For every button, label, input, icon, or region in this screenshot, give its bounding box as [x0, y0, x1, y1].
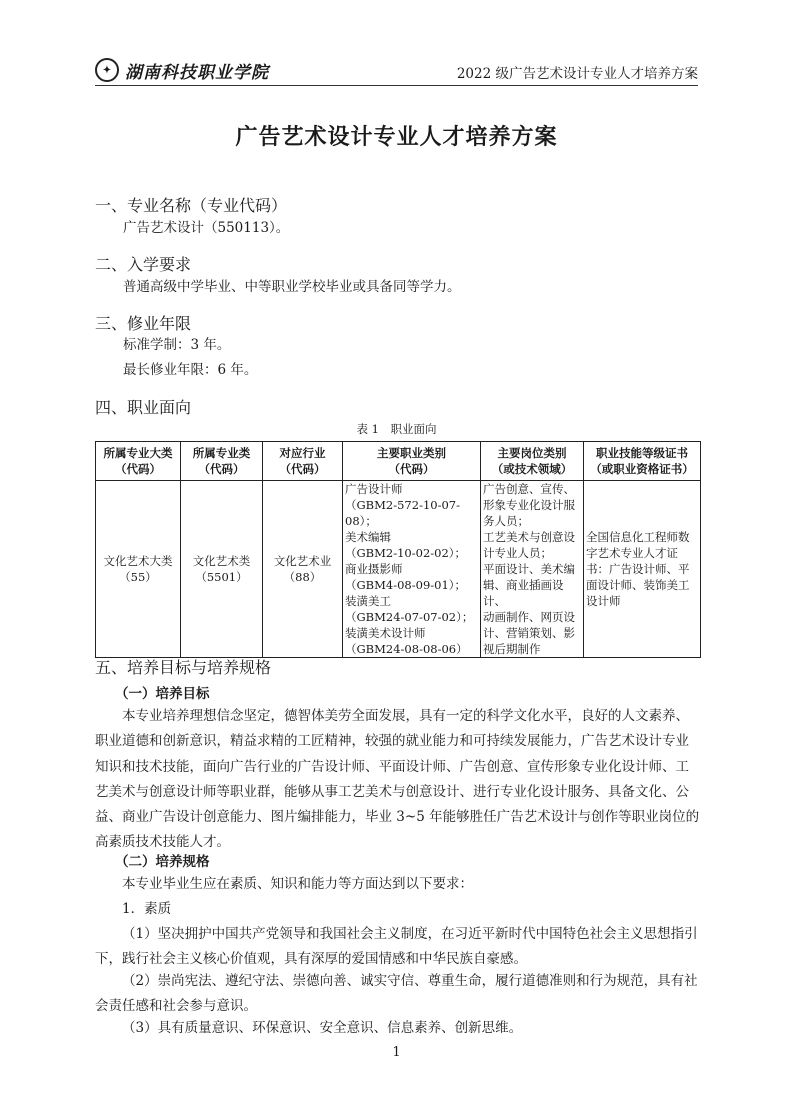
header-divider — [95, 85, 698, 86]
table-cell-industry: 文化艺术业 （88） — [263, 481, 343, 658]
spec-subheading-quality: 1．素质 — [122, 901, 172, 917]
school-logo — [95, 55, 269, 85]
section-heading-3: 三、修业年限 — [95, 314, 192, 333]
table-header-cell: 主要岗位类别 （或技术领域） — [481, 442, 584, 481]
career-table — [95, 441, 701, 658]
section-3-line-1: 标准学制：3 年。 — [123, 337, 231, 353]
document-header-title: 2022 级广告艺术设计专业人才培养方案 — [456, 66, 698, 82]
table-header-cell: 对应行业 （代码） — [263, 442, 343, 481]
spec-item: （3）具有质量意识、环保意识、安全意识、信息素养、创新思维。 — [122, 1020, 523, 1036]
table-cell-major-class: 文化艺术类 （5501） — [181, 481, 263, 658]
section-heading-2: 二、入学要求 — [95, 255, 192, 274]
section-heading-4: 四、职业面向 — [95, 398, 192, 417]
table-header-cell: 所属专业类 （代码） — [181, 442, 263, 481]
school-seal-icon: ✦ — [95, 58, 119, 82]
page-number: 1 — [392, 1045, 401, 1060]
table-cell-major-category: 文化艺术大类 （55） — [96, 481, 181, 658]
section-heading-1: 一、专业名称（专业代码） — [95, 196, 288, 215]
spec-item: （2）崇尚宪法、遵纪守法、崇德向善、诚实守信、尊重生命，履行道德准则和行为规范，具有社会责任感和社会参与意识。 — [95, 973, 698, 1015]
table-row — [96, 481, 701, 658]
table-header-cell: 所属专业大类 （代码） — [96, 442, 181, 481]
section-1-text: 广告艺术设计（550113）。 — [123, 220, 290, 236]
spec-heading: （二）培养规格 — [115, 854, 210, 870]
table-caption: 表 1 职业面向 — [356, 422, 437, 436]
section-heading-5: 五、培养目标与培养规格 — [95, 658, 272, 677]
table-cell-occupations: 广告设计师 （GBM2-572-10-07-08）； 美术编辑 （GBM2-10-02-02）； 商业摄影师 （GBM4-08-09-01）； 装潢美工 （GBM24-07-07-02）； 装潢美术设计师 （GBM24-08-08-06） — [343, 481, 481, 658]
page-title: 广告艺术设计专业人才培养方案 — [235, 125, 558, 150]
goal-heading: （一）培养目标 — [115, 686, 210, 702]
section-3-line-2: 最长修业年限：6 年。 — [123, 362, 258, 378]
table-cell-certificates: 全国信息化工程师数 字艺术专业人才证 书：广告设计师、平 面设计师、装饰美工 设计师 — [584, 481, 701, 658]
table-header-cell: 职业技能等级证书 （或职业资格证书） — [584, 442, 701, 481]
spec-item: （1）坚决拥护中国共产党领导和我国社会主义制度，在习近平新时代中国特色社会主义思想指引下，践行社会主义核心价值观，具有深厚的爱国情感和中华民族自豪感。 — [95, 926, 698, 968]
school-name: 湖南科技职业学院 — [125, 62, 269, 83]
table-header-cell: 主要职业类别 （代码） — [343, 442, 481, 481]
table-cell-positions: 广告创意、宣传、 形象专业化设计服 务人员； 工艺美术与创意设 计专业人员； 平面设计、美术编 辑、商业插画设计、 动画制作、网页设 计、营销策划、影 视后期制作 — [481, 481, 584, 658]
table-header-row — [96, 442, 701, 481]
section-2-text: 普通高级中学毕业、中等职业学校毕业或具备同等学力。 — [123, 279, 461, 295]
spec-intro: 本专业毕业生应在素质、知识和能力等方面达到以下要求： — [122, 876, 473, 892]
page-header — [95, 55, 698, 85]
goal-paragraph: 本专业培养理想信念坚定，德智体美劳全面发展，具有一定的科学文化水平，良好的人文素养、职业道德和创新意识，精益求精的工匠精神，较强的就业能力和可持续发展能力，广告艺术设计专业知识和技术技能，面向广告行业的广告设计师、平面设计师、广告创意、宣传形象专业化设计师、工艺美术与创意设计师等职业群，能够从事工艺美术与创意设计、进行专业化设计服务、具备文化、公益、商业广告设计创意能力、图片编排能力，毕业 3~5 年能够胜任广告艺术设计与创作等职业岗位的高素质技术技能人才。 — [95, 708, 700, 851]
